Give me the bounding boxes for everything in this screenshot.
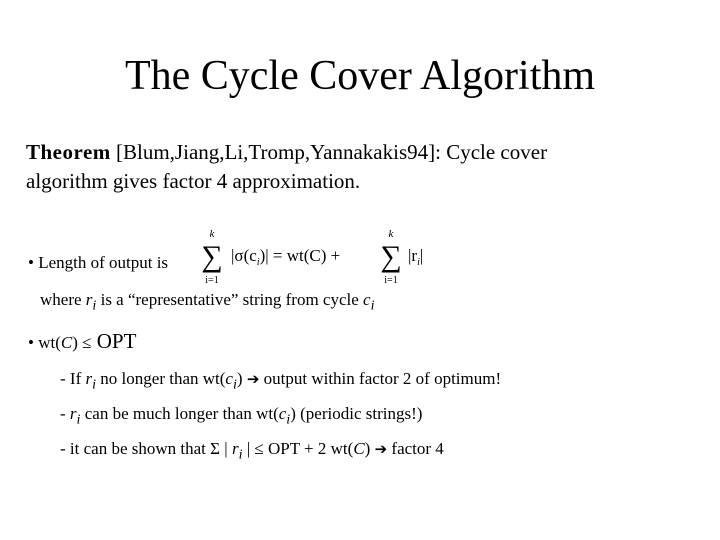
bullet-output-length: • Length of output is <box>28 253 169 272</box>
sum1-lower: i=1 <box>205 275 219 286</box>
representative-note: where $r_i$ is a “representative” string from cycle $c_i$ <box>40 290 375 314</box>
sum1-sigma-icon: ∑ <box>201 240 223 273</box>
theorem-block <box>26 138 547 196</box>
theorem-line1-rest: Cycle cover <box>446 140 548 164</box>
slide-title: The Cycle Cover Algorithm <box>124 53 596 99</box>
theorem-citation: [Blum,Jiang,Li,Tromp,Yannakakis94]: <box>116 140 441 164</box>
sum2-sigma-icon: ∑ <box>380 240 402 273</box>
right-arrow-icon: ➔ <box>246 372 260 388</box>
bullet-wt-opt: • wt(C) ≤ OPT <box>28 329 137 353</box>
sub-point-3: - it can be shown that Σ | $r_i$ | ≤ OPT + 2 wt(C) ➔ factor 4 <box>60 439 444 463</box>
sum2-lower: i=1 <box>384 275 398 286</box>
theorem-label: Theorem <box>26 140 111 164</box>
leq-symbol: ≤ <box>254 439 264 458</box>
sum1-upper: k <box>209 228 215 240</box>
theorem-line-2: algorithm gives factor 4 approximation. <box>26 169 361 193</box>
right-arrow-icon: ➔ <box>374 442 388 458</box>
leq-symbol: ≤ <box>82 333 92 352</box>
sub-point-1: - If $r_i$ no longer than $wt(c_i)$ ➔ output within factor 2 of optimum! <box>60 369 502 393</box>
length-formula <box>200 226 440 288</box>
sum2-upper: k <box>388 228 394 240</box>
sub-point-2: - $r_i$ can be much longer than $wt(c_i)$ (periodic strings!) <box>60 404 423 428</box>
formula-term1: $|\sigma(c_i)| = wt(C)$ + <box>231 246 341 268</box>
formula-term2: $|r_i|$ <box>408 246 424 268</box>
theorem-line-1 <box>26 138 547 167</box>
